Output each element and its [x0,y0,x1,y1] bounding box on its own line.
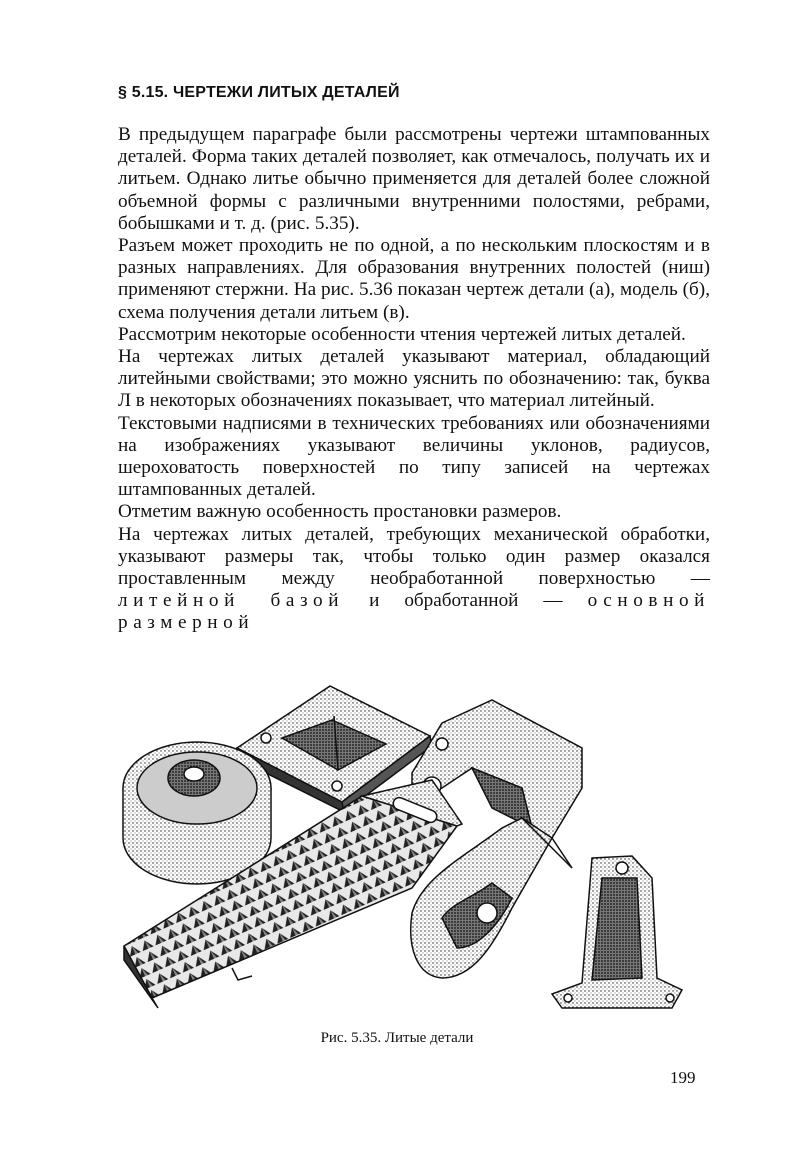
body-text [118,124,710,635]
term-main-dimensional: основной размерной [118,590,711,634]
figure-caption-label: Рис. 5.35. [320,1030,382,1046]
page-number: 199 [670,1068,696,1087]
paragraph-7 [118,524,710,635]
wheel-part [123,742,271,884]
paragraph-2: Разъем может проходить не по одной, а по нескольким плоскостям и в разных направлениях. Для образования внутренних полостей (ниш) применяют стержни. На рис. 5.36 показан чертеж детали (а), модель (б), схема получения детали литьем (в). [118,235,710,323]
paragraph-7-middle: и обработанной — [369,590,563,612]
paragraph-4: На чертежах литых деталей указывают материал, обладающий литейными свойствами; это можно уяснить по обозначению: так, буква Л в некоторых обозначениях показывает, что материал литейный. [118,346,710,412]
figure-cast-parts [112,678,692,1018]
paragraph-6: Отметим важную особенность простановки размеров. [118,501,562,523]
paragraph-5: Текстовыми надписями в технических требованиях или обозначениями на изображениях указывают величины уклонов, радиусов, шероховатость поверхностей по типу записей на чертежах штампованных деталей. [118,412,710,501]
figure-caption [0,1030,794,1047]
paragraph-3: Рассмотрим некоторые особенности чтения чертежей литых деталей. [118,323,686,345]
paragraph-1: В предыдущем параграфе были рассмотрены чертежи штампованных деталей. Форма таких деталей позволяет, как отмечалось, получать их и литьем. Однако литье обычно применяется для деталей более сложной объемной формы с различными внутренними полостями, ребрами, бобышками и т. д. (рис. 5.35). [118,124,710,234]
paragraph-7-start: На чертежах литых деталей, требующих механической обработки, указывают размеры так, чтобы только один размер оказался проставленным между необработанной поверхностью — [118,523,710,590]
term-casting-base: литейной базой [118,590,345,612]
section-heading: § 5.15. ЧЕРТЕЖИ ЛИТЫХ ДЕТАЛЕЙ [118,84,400,101]
tall-casting-part [552,856,682,1008]
figure-caption-text: Литые детали [384,1030,474,1046]
